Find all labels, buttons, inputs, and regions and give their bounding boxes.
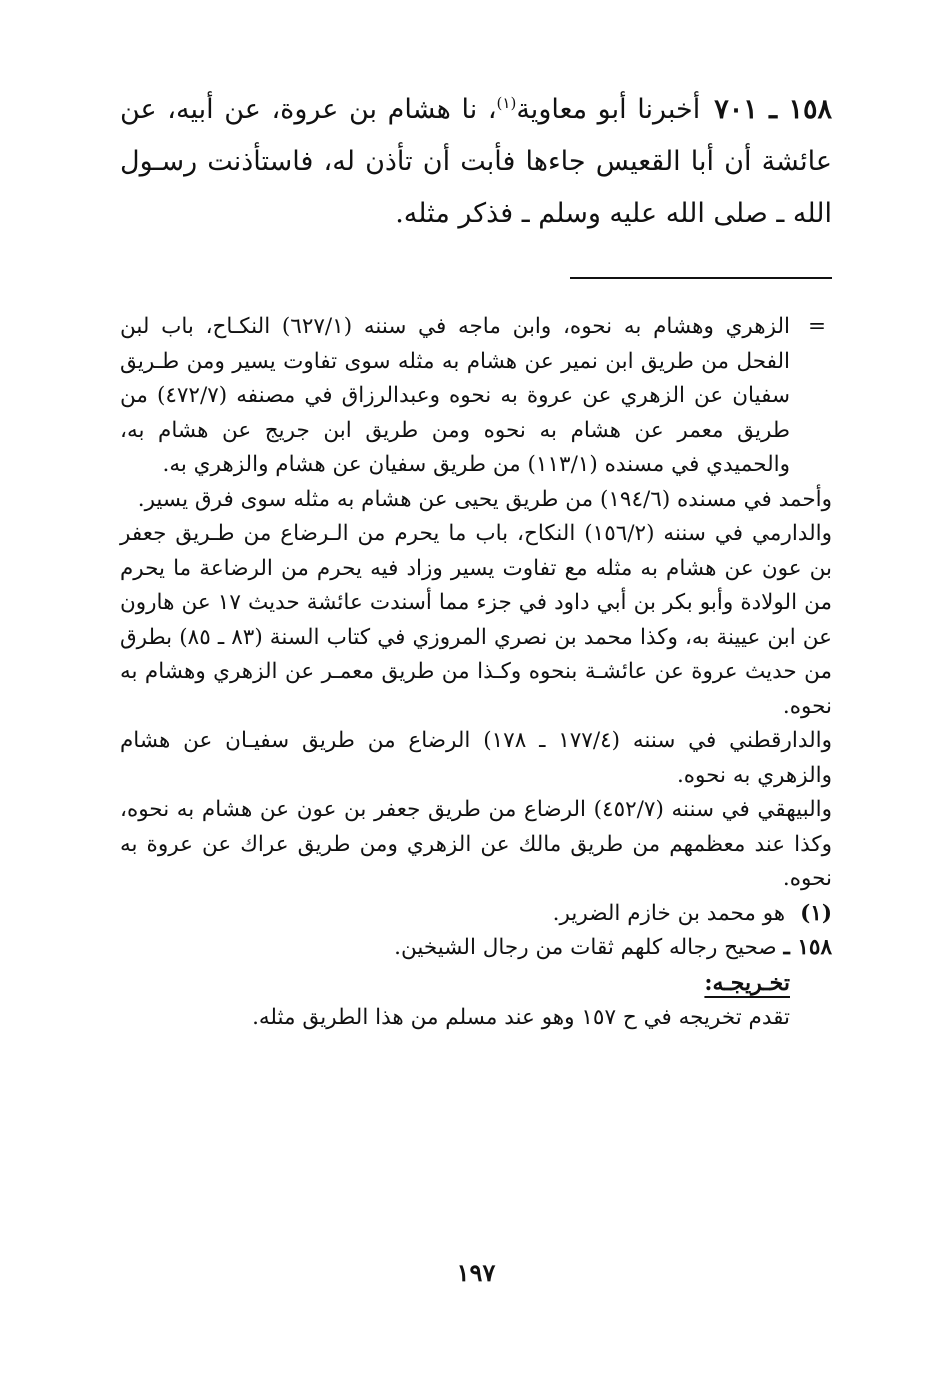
hadith-number: ١٥٨ ـ ٧٠١ [714, 94, 832, 125]
footnote-reference[interactable]: (١) [496, 94, 517, 112]
footnote-1 [120, 897, 832, 932]
continuation-paragraph [120, 310, 832, 483]
takhrij-text: تقدم تخريجه في ح ١٥٧ وهو عند مسلم من هذا الطريق مثله. [252, 1005, 790, 1030]
page-number: ١٩٧ [456, 1258, 496, 1287]
note-paragraph: والدارقطني في سننه (١٧٧/٤ ـ ١٧٨) الرضاع من طريق سفيـان عن هشام والزهري به نحوه. [120, 728, 833, 788]
hadith-text-rest: ، نا هشام بن عروة، عن أبيه، عن عائشة أن أبا القعيس جاءها فأبت أن تأذن له، فاستأذنت رسـول الله ـ صلى الله عليه وسلم ـ فذكر مثله. [120, 94, 832, 229]
footnote-separator [570, 277, 832, 279]
hadith-text-start: أخبرنا أبو معاوية [516, 94, 701, 125]
footnote-1-text: هو محمد بن خازم الضرير. [552, 900, 786, 926]
hadith-grading-label: ١٥٨ ـ [783, 935, 832, 960]
hadith-grading-text: صحيح رجاله كلهم ثقات من رجال الشيخين. [394, 935, 777, 960]
takhrij-heading-row [120, 966, 832, 1002]
note-paragraph: والدارمي في سننه (١٥٦/٢) النكاح، باب ما يحرم من الـرضاع من طـريق جعفر بن عون عن هشام به مثله مع تفاوت يسير وزاد فيه يحرم من الرضاعة ما يحرم من الولادة وأبو بكر بن أبي داود في جزء مما أسندت عائشة حديث ١٧ عن هارون عن ابن عيينة به، وكذا محمد بن نصري المروزي في كتاب السنة (٨٣ ـ ٨٥) بطرق من حديث عروة عن عائشـة بنحوه وكـذا من طريق معمـر عن الزهري وهشام به نحوه. [120, 521, 832, 719]
hadith-grading-note [120, 931, 832, 966]
note-paragraph: والبيهقي في سننه (٤٥٢/٧) الرضاع من طريق جعفر بن عون عن هشام به نحوه، وكذا عند معظمهم من طريق مالك عن الزهري ومن طريق عراك عن عروة به نحوه. [120, 797, 832, 891]
continuation-marker: = [807, 314, 826, 339]
note-paragraph: الزهري وهشام به نحوه، وابن ماجه في سننه (٦٢٧/١) النكـاح، باب لبن الفحل من طريق ابن نمير عن هشام به مثله سوى تفاوت يسير ومن طـريق سفيان عن الزهري عن عروة به نحوه وعبدالرزاق في مصنفه (٤٧٢/٧) من طريق معمر عن هشام به نحوه ومن طريق ابن جريج عن هشام به، والحميدي في مسنده (١١٣/١) من طريق سفيان عن هشام والزهري به. [120, 314, 791, 477]
footnotes-block [120, 310, 832, 1036]
takhrij-heading: تخـريجـه: [704, 969, 790, 996]
footnote-1-label: (١) [800, 900, 832, 926]
hadith-main-text [120, 84, 832, 240]
note-paragraph: وأحمد في مسنده (١٩٤/٦) من طريق يحيى عن هشام به مثله سوى فرق يسير. [137, 486, 832, 512]
